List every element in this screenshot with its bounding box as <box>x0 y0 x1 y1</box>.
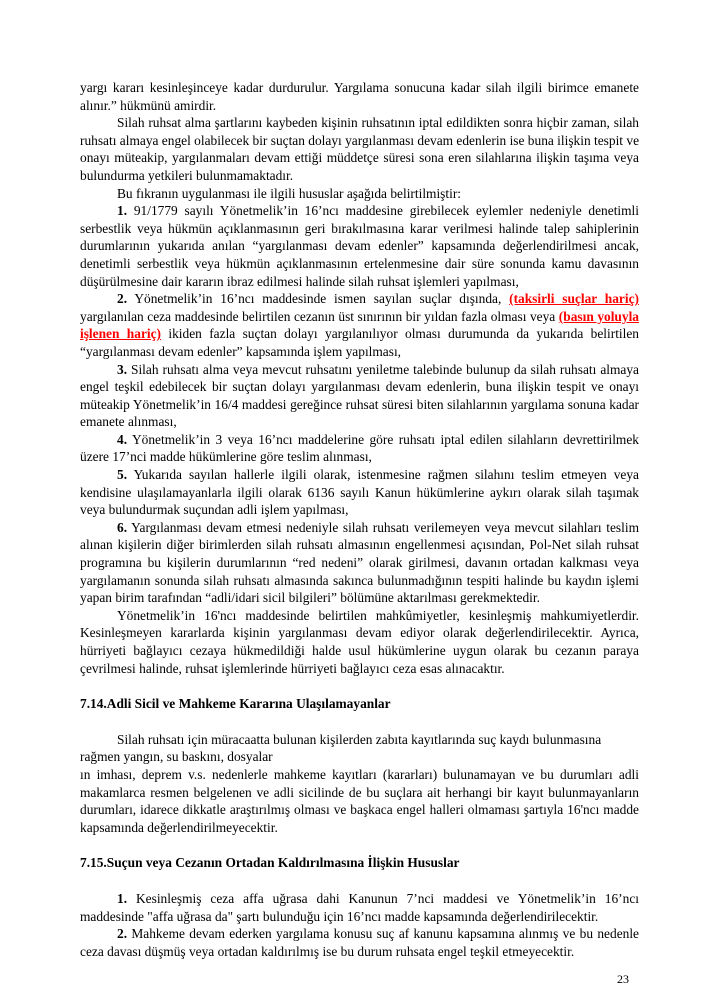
list-text: Yönetmelik’in 16’ncı maddesinde ismen sayılan suçlar dışında, <box>134 291 502 307</box>
list-text: Yukarıda sayılan hallerle ilgili olarak, istenmesine rağmen silahını teslim etmeyen veya kendisine ulaşılamayanlarla ilgili olarak 6136 sayılı Kanun hükümlerine aykırı olarak silah taşımak veya bulundurmak suçundan adli işlem yapılması, <box>80 467 639 518</box>
list-number: 5. <box>117 467 128 483</box>
list-item <box>80 290 639 360</box>
list-text: Kesinleşmiş ceza affa uğrasa dahi Kanunun 7’nci maddesi ve Yönetmelik’in 16’ncı maddesinde "affa uğrasa da" şartı bulunduğu için 16’ncı madde kapsamında değerlendirilecektir. <box>80 890 639 924</box>
page-content <box>80 79 639 960</box>
paragraph-continuation: yargı kararı kesinleşinceye kadar durdurulur. Yargılama sonucuna kadar silah ilgili birimce emanete alınır.” hükmünü amirdir. <box>80 80 639 113</box>
list-item <box>80 431 639 466</box>
list-item <box>80 519 639 607</box>
list-item <box>80 361 639 431</box>
paragraph-convictions: Yönetmelik’in 16'ncı maddesinde belirtilen mahkûmiyetler, kesinleşmiş mahkumiyetlerdir. Kesinleşmeyen kararlarda kişinin yargılanması devam ediyor olarak değerlendirilecektir. Ayrıca, hürriyeti bağlayıcı cezaya hükmedildiği halde usul hükümlerine uygun olarak bu cezanın paraya çevrilmesi halinde, ruhsat işlemlerinde hürriyeti bağlayıcı ceza esas alınacaktır. <box>80 607 639 676</box>
list-item <box>80 466 639 519</box>
list-text: Silah ruhsatı alma veya mevcut ruhsatını yeniletme talebinde bulunup da silah ruhsatı almaya engel teşkil edebilecek bir suçtan dolayı yargılanması devam edenlerin, buna ilişkin tespit ve onayı müteakip Yönetmelik’in 16/4 maddesi gereğince ruhsat süresi biten silahlarının yargılama sonuna kadar emanete alınması, <box>80 361 639 430</box>
list-text: yargılanılan ceza maddesinde belirtilen cezanın üst sınırının bir yıldan fazla olması veya <box>80 308 556 324</box>
paragraph-records-a: Silah ruhsatı için müracaatta bulunan kişilerden zabıta kayıtlarında suç kaydı bulunmasına rağmen yangın, su baskını, dosyalar <box>80 731 602 765</box>
list-item <box>80 202 639 290</box>
list-text: 91/1779 sayılı Yönetmelik’in 16’ncı maddesine girebilecek eylemler nedeniyle denetimli serbestlik veya hükmün açıklanmasının geri bırakılmasına karar verilmesi halinde talep sahiplerinin durumlarının yukarıda anılan “yargılanması devam edenler” kapsamında değerlendirilmesi ancak, denetimli serbestlik veya hükmün açıklanmasının ertelenmesine dair süre sonunda kamu davasının düşürülmesine dair kararın ibraz edilmesi halinde silah ruhsat işlemleri yapılması, <box>80 203 639 289</box>
list-text: Yönetmelik’in 3 veya 16’ncı maddelerine göre ruhsatı iptal edilen silahların devrettirilmek üzere 17’nci madde hükümlerine göre teslim alınması, <box>80 431 639 465</box>
list-number: 6. <box>117 519 128 535</box>
list-item <box>80 890 639 925</box>
list-number: 1. <box>117 890 128 906</box>
list-text: Mahkeme devam ederken yargılama konusu suç af kanunu kapsamına alınmış ve bu nedenle ceza davası düşmüş veya ortadan kaldırılmış ise bu durum ruhsata engel teşkil etmeyecektir. <box>80 926 639 959</box>
list-text: ikiden fazla suçtan dolayı yargılanılıyor olması durumunda da yukarıda belirtilen “yargılanması devam edenler” kapsamında işlem yapılması, <box>80 326 639 359</box>
section-heading-7-14: 7.14.Adli Sicil ve Mahkeme Kararına Ulaşılamayanlar <box>80 696 391 712</box>
list-text: Yargılanması devam etmesi nedeniyle silah ruhsatı verilemeyen veya mevcut silahları teslim alınan kişilerin diğer birimlerden silah ruhsatı almasının engellenmesi açısından, Pol-Net silah ruhsat programına bu kişilerin durumlarının “red nedeni” olarak girilmesi, davanın ortadan kalkması veya yargılamanın sonunda silah ruhsatı almasında sakınca bulunmadığının tespiti halinde bu kaydın işlemi yapan birim tarafından “adli/idari sicil bilgileri” bölümüne aktarılması gerekmektedir. <box>80 519 639 606</box>
list-number: 2. <box>117 926 128 942</box>
paragraph-records-b: ın imhası, deprem v.s. nedenlerle mahkeme kayıtları (kararları) bulunamayan ve bu durumları adli makamlarca resmen belgelenen ve adli sicilinde de bu suçlara ait herhangi bir kayıt bulunmayanların durumları, idarece dikkatle araştırılmış olması ve başkaca engel halleri olmaması şartıyla 16'ncı madde kapsamında değerlendirilmeyecektir. <box>80 766 639 835</box>
list-number: 2. <box>117 291 128 307</box>
section-heading-7-15: 7.15.Suçun veya Cezanın Ortadan Kaldırılmasına İlişkin Hususlar <box>80 855 460 871</box>
list-number: 1. <box>117 203 128 219</box>
paragraph-intro-list: Bu fıkranın uygulanması ile ilgili hususlar aşağıda belirtilmiştir: <box>117 185 462 201</box>
list-number: 4. <box>117 431 128 447</box>
list-number: 3. <box>117 361 128 377</box>
page-number: 23 <box>617 972 629 986</box>
highlight-press-crimes: (basın yoluyla işlenen hariç) <box>80 308 639 342</box>
list-item <box>80 925 639 960</box>
paragraph-license-revocation: Silah ruhsat alma şartlarını kaybeden kişinin ruhsatının iptal edildikten sonra hiçbir zaman, silah ruhsatı almaya engel olabilecek bir suçtan dolayı yargılanması devam edenlerin ise buna ilişkin tespit ve onayı müteakip, yargılanmaları devam ettiği müddetçe süresi sona eren silahlarına ilişkin taşıma veya bulundurma yetkileri bulunmamaktadır. <box>80 115 640 183</box>
highlight-negligent-crimes: (taksirli suçlar hariç) <box>509 291 640 307</box>
